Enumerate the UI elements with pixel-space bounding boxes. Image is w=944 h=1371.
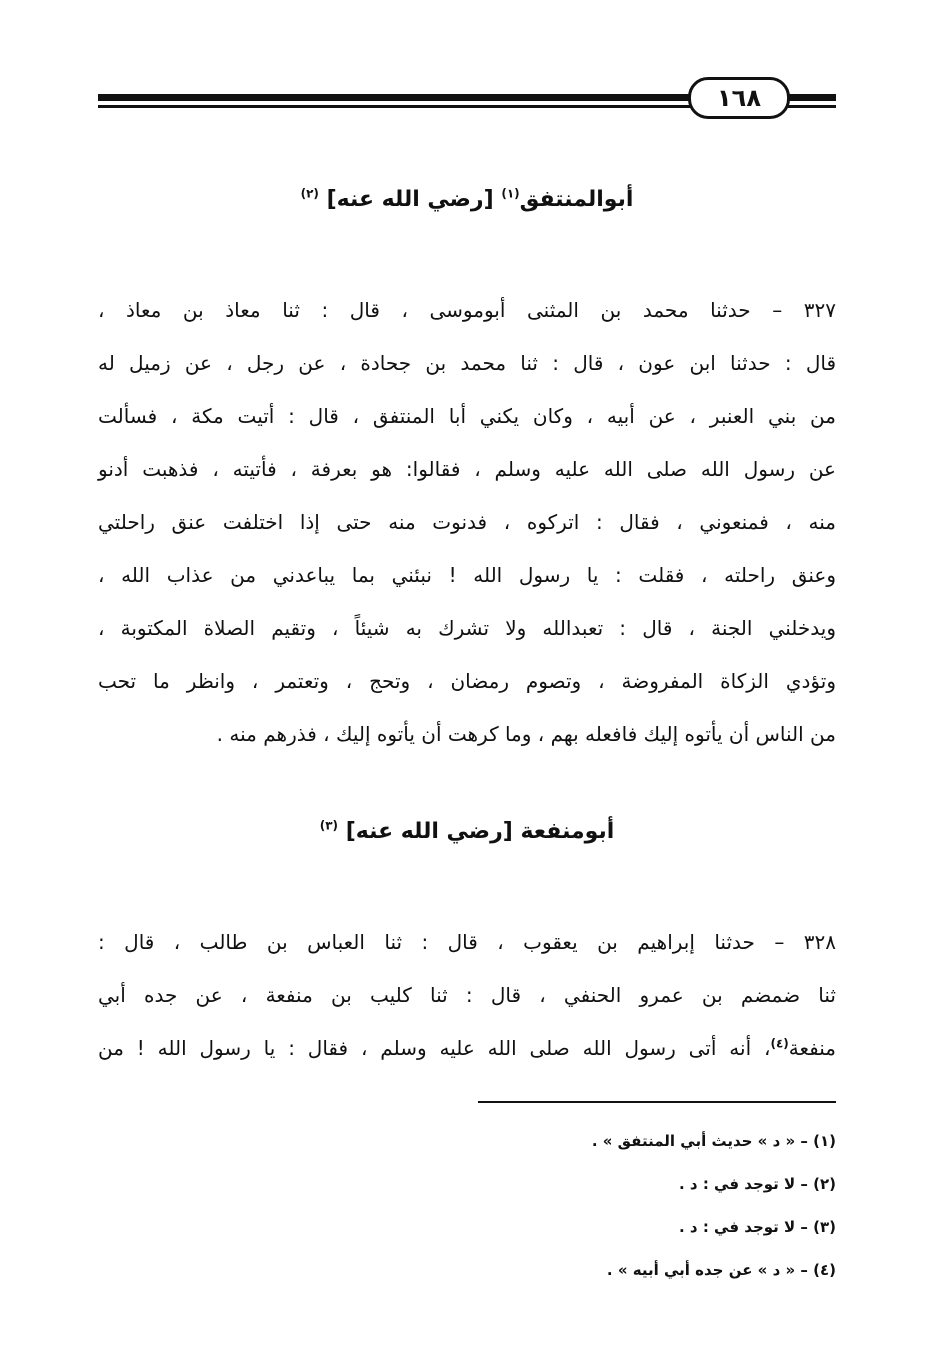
footnotes	[400, 1120, 836, 1292]
footnote-separator	[478, 1101, 836, 1103]
text-line: عن رسول الله صلى الله عليه وسلم ، فقالوا: هو بعرفة ، فأتيته ، فذهبت أدنو	[98, 457, 836, 481]
footnote-ref-3: (٣)	[319, 818, 339, 833]
heading-title: أبومنفعة	[520, 819, 615, 844]
text-line: وعنق راحلته ، فقلت : يا رسول الله ! نبئني بما يباعدني من عذاب الله ،	[98, 563, 836, 587]
text-fragment: منفعة	[788, 1036, 836, 1060]
text-line: قال : حدثنا ابن عون ، قال : ثنا محمد بن جحادة ، عن رجل ، عن زميل له	[98, 351, 836, 375]
footnote-item: (٢) – لا توجد في : د .	[679, 1175, 836, 1193]
footnote-item: (٤) – « د » عن جده أبي أبيه » .	[606, 1261, 836, 1279]
heading-suffix: [رضي الله عنه]	[345, 819, 513, 844]
text-line: منه ، فمنعوني ، فقال : اتركوه ، فدنوت منه حتى إذا اختلفت عنق راحلتي	[98, 510, 836, 534]
heading-title: أبوالمنتفق	[519, 187, 634, 212]
section-heading-abu-manfaa	[98, 814, 836, 850]
text-line: ويدخلني الجنة ، قال : تعبدالله ولا تشرك به شيئاً ، وتقيم الصلاة المكتوبة ،	[98, 616, 836, 640]
section-heading-abul-muntafiq	[98, 182, 836, 218]
text-line: وتؤدي الزكاة المفروضة ، وتصوم رمضان ، وتحج ، وتعتمر ، وانظر ما تحب	[98, 669, 836, 693]
text-line	[98, 1022, 836, 1075]
footnote-item: (١) – « د » حديث أبي المنتفق » .	[591, 1132, 836, 1150]
text-line: من الناس أن يأتوه إليك فافعله بهم ، وما كرهت أن يأتوه إليك ، فذرهم منه .	[216, 722, 836, 746]
heading-suffix: [رضي الله عنه]	[326, 187, 494, 212]
text-line: ثنا ضمضم بن عمرو الحنفي ، قال : ثنا كليب بن منفعة ، عن جده أبي	[98, 983, 836, 1007]
footnote-ref-4: (٤)	[770, 1036, 789, 1051]
footnote-item: (٣) – لا توجد في : د .	[679, 1218, 836, 1236]
hadith-328-paragraph	[98, 916, 836, 1075]
text-fragment: ، أنه أتى رسول الله صلى الله عليه وسلم ، فقال : يا رسول الله ! من	[98, 1036, 771, 1060]
text-line: من بني العنبر ، عن أبيه ، وكان يكني أبا المنتفق ، قال : أتيت مكة ، فسألت	[98, 404, 836, 428]
footnote-ref-1: (١)	[501, 186, 520, 201]
page-header	[98, 77, 836, 125]
text-line: ٣٢٨ – حدثنا إبراهيم بن يعقوب ، قال : ثنا العباس بن طالب ، قال :	[98, 930, 836, 954]
text-line: ٣٢٧ – حدثنا محمد بن المثنى أبوموسى ، قال : ثنا معاذ بن معاذ ،	[98, 298, 836, 322]
page-number: ١٦٨	[688, 77, 790, 119]
footnote-ref-2: (٢)	[300, 186, 319, 201]
hadith-327-paragraph	[98, 284, 836, 761]
